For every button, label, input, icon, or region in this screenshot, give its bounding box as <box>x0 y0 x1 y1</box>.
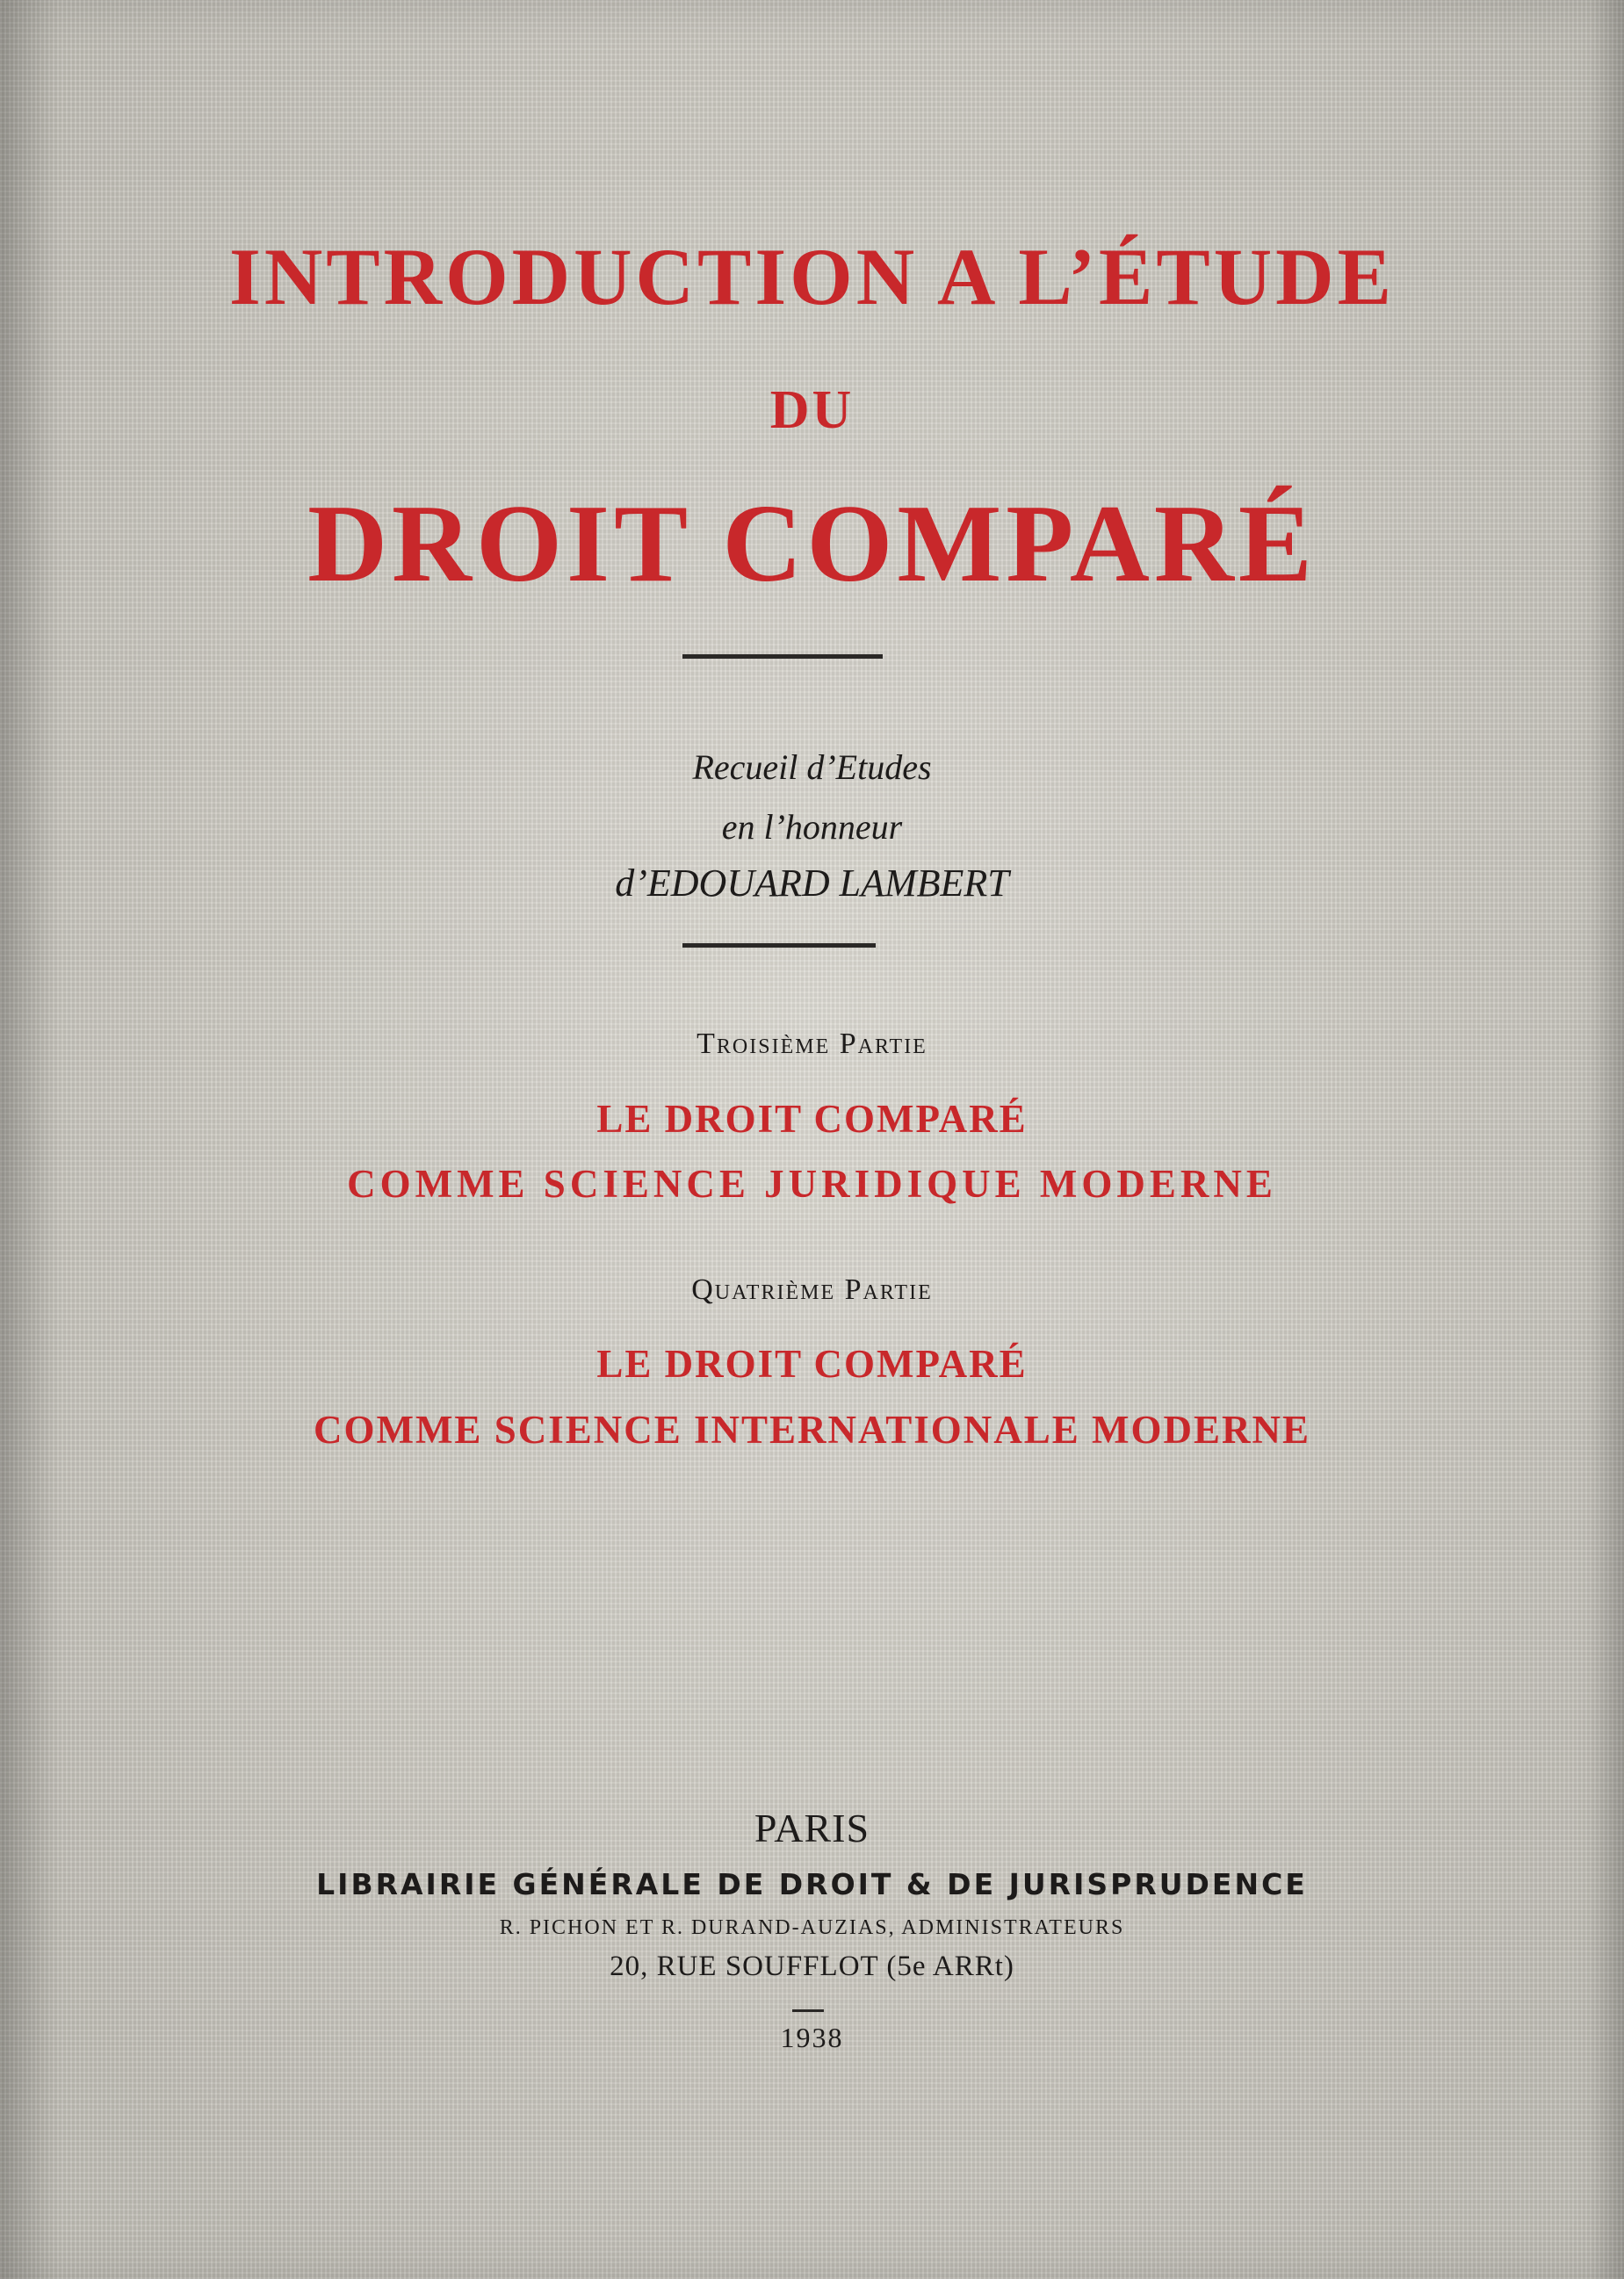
title-line-1: INTRODUCTION A L’ÉTUDE <box>229 232 1395 321</box>
title-line-3: DROIT COMPARÉ <box>307 483 1317 605</box>
publisher-name: LIBRAIRIE GÉNÉRALE DE DROIT & DE JURISPRUDENCE <box>316 1867 1308 1901</box>
part3-title-line-2: COMME SCIENCE JURIDIQUE MODERNE <box>347 1162 1277 1206</box>
year-dash <box>792 2009 824 2012</box>
publisher-city: PARIS <box>754 1806 870 1850</box>
part4-title-line-2: COMME SCIENCE INTERNATIONALE MODERNE <box>313 1408 1310 1452</box>
part3-title-line-1: LE DROIT COMPARÉ <box>596 1097 1028 1141</box>
divider-rule-top <box>682 654 883 659</box>
subtitle-line-1: Recueil d’Etudes <box>692 747 932 787</box>
title-line-2: DU <box>769 380 855 440</box>
part4-label: Quatrième Partie <box>691 1273 933 1306</box>
part4-title-line-1: LE DROIT COMPARÉ <box>596 1342 1028 1386</box>
publication-year: 1938 <box>780 2022 844 2053</box>
subtitle-line-3: d’EDOUARD LAMBERT <box>615 862 1009 905</box>
part3-label: Troisième Partie <box>697 1028 927 1060</box>
subtitle-line-2: en l’honneur <box>721 807 903 847</box>
publisher-administrators: R. PICHON ET R. DURAND-AUZIAS, ADMINISTRATEURS <box>499 1916 1125 1939</box>
divider-rule-bottom <box>682 943 876 948</box>
publisher-address: 20, RUE SOUFFLOT (5e ARRt) <box>610 1951 1014 1982</box>
